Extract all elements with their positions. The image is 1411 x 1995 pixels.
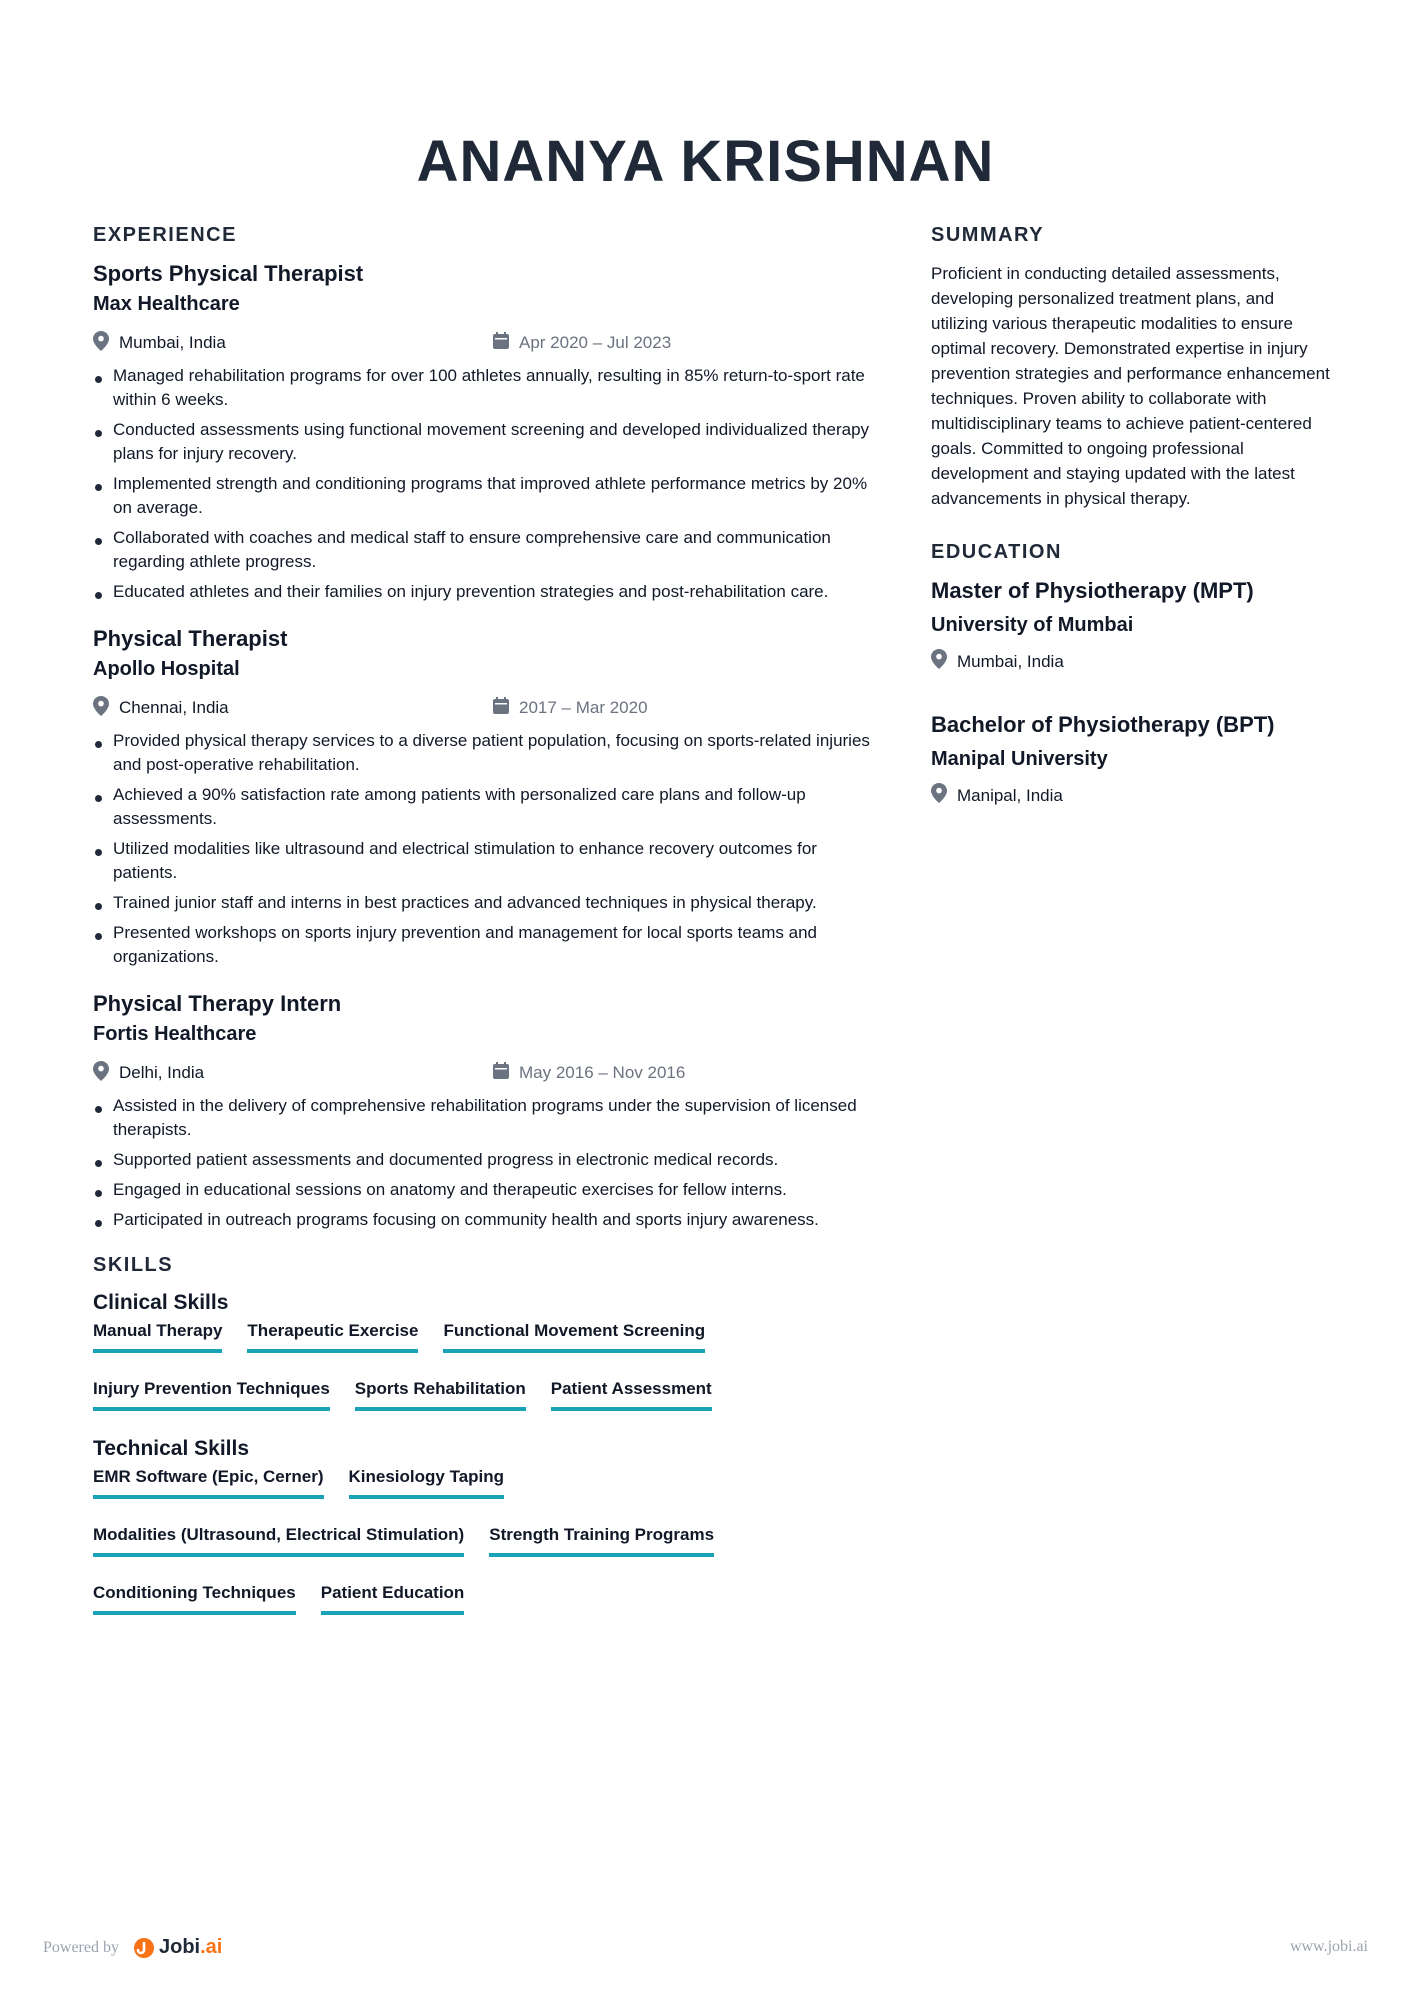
job-meta xyxy=(93,695,873,721)
job-bullet: Engaged in educational sessions on anatomy and therapeutic exercises for fellow interns. xyxy=(93,1178,873,1202)
skill-group xyxy=(93,1291,873,1423)
skill-tag: Patient Assessment xyxy=(551,1379,712,1411)
job-bullets xyxy=(93,729,873,969)
degree-title: Master of Physiotherapy (MPT) xyxy=(931,578,1254,603)
school-name: University of Mumbai xyxy=(931,614,1134,636)
skill-group-title: Clinical Skills xyxy=(93,1291,229,1314)
education-list xyxy=(931,578,1331,808)
skill-tag: Injury Prevention Techniques xyxy=(93,1379,330,1411)
experience-list xyxy=(93,261,873,1232)
calendar-icon xyxy=(493,697,509,719)
job-bullet: Trained junior staff and interns in best practices and advanced techniques in physical therapy. xyxy=(93,891,873,915)
job-bullet: Utilized modalities like ultrasound and electrical stimulation to enhance recovery outcomes for patients. xyxy=(93,837,873,885)
date-text: 2017 – Mar 2020 xyxy=(519,698,648,717)
school-name: Manipal University xyxy=(931,748,1108,770)
skill-tag: Functional Movement Screening xyxy=(443,1321,705,1353)
job-bullet: Conducted assessments using functional movement screening and developed individualized therapy plans for injury recovery. xyxy=(93,418,873,466)
company-name: Apollo Hospital xyxy=(93,658,240,680)
location-text: Chennai, India xyxy=(119,698,229,717)
job-bullet: Managed rehabilitation programs for over 100 athletes annually, resulting in 85% return-to-sport rate within 6 weeks. xyxy=(93,364,873,412)
skill-row xyxy=(93,1583,873,1627)
job-entry xyxy=(93,261,873,604)
skill-tag: Therapeutic Exercise xyxy=(247,1321,418,1353)
job-dates xyxy=(493,1062,685,1084)
degree-title: Bachelor of Physiotherapy (BPT) xyxy=(931,712,1275,737)
job-meta xyxy=(93,1060,873,1086)
skill-tag: Patient Education xyxy=(321,1583,465,1615)
location-text: Delhi, India xyxy=(119,1063,205,1082)
job-location xyxy=(93,331,493,356)
education-location xyxy=(931,783,1331,808)
job-bullet: Presented workshops on sports injury prevention and management for local sports teams and organizations. xyxy=(93,921,873,969)
job-entry xyxy=(93,626,873,969)
logo-main-text: Jobi xyxy=(158,1936,201,1958)
location-text: Mumbai, India xyxy=(119,333,226,352)
powered-by[interactable] xyxy=(43,1936,222,1959)
job-entry xyxy=(93,991,873,1232)
right-column xyxy=(931,224,1331,846)
company-name: Fortis Healthcare xyxy=(93,1023,257,1045)
skill-tag: EMR Software (Epic, Cerner) xyxy=(93,1467,324,1499)
job-bullets xyxy=(93,1094,873,1232)
job-bullet: Educated athletes and their families on injury prevention strategies and post-rehabilitation care. xyxy=(93,580,873,604)
skill-group-title: Technical Skills xyxy=(93,1437,250,1460)
skills-heading: SKILLS xyxy=(93,1254,174,1276)
job-title: Physical Therapist xyxy=(93,626,288,651)
jobi-logo[interactable] xyxy=(133,1936,222,1959)
skill-tag: Sports Rehabilitation xyxy=(355,1379,526,1411)
candidate-name: ANANYA KRISHNAN xyxy=(416,129,995,194)
job-bullet: Collaborated with coaches and medical staff to ensure comprehensive care and communication regarding athlete progress. xyxy=(93,526,873,574)
skill-row xyxy=(93,1525,873,1569)
job-bullets xyxy=(93,364,873,604)
job-title: Physical Therapy Intern xyxy=(93,991,342,1016)
footer-url[interactable]: www.jobi.ai xyxy=(1289,1938,1368,1955)
map-pin-icon xyxy=(93,331,109,356)
powered-by-label: Powered by xyxy=(43,1938,119,1956)
skill-tag: Manual Therapy xyxy=(93,1321,222,1353)
skill-group xyxy=(93,1437,873,1627)
job-location xyxy=(93,696,493,721)
map-pin-icon xyxy=(931,783,947,808)
education-entry xyxy=(931,712,1331,808)
job-dates xyxy=(493,332,671,354)
skill-row xyxy=(93,1379,873,1423)
location-text: Manipal, India xyxy=(957,785,1063,805)
experience-heading: EXPERIENCE xyxy=(93,224,237,246)
calendar-icon xyxy=(493,332,509,354)
summary-text: Proficient in conducting detailed assessments, developing personalized treatment plans, and utilizing various therapeutic modalities to ensure optimal recovery. Demonstrated expertise in injury prevention strategies and performance enhancement techniques. Proven ability to collaborate with multidisciplinary teams to achieve patient-centered goals. Committed to ongoing professional development and staying updated with the latest advancements in physical therapy. xyxy=(931,264,1330,508)
skill-tag: Strength Training Programs xyxy=(489,1525,714,1557)
job-bullet: Supported patient assessments and documented progress in electronic medical records. xyxy=(93,1148,873,1172)
job-bullet: Implemented strength and conditioning programs that improved athlete performance metrics by 20% on average. xyxy=(93,472,873,520)
skill-tag: Kinesiology Taping xyxy=(349,1467,505,1499)
jobi-logo-icon xyxy=(133,1937,155,1959)
job-dates xyxy=(493,697,648,719)
summary-heading: SUMMARY xyxy=(931,224,1045,246)
skills-section xyxy=(93,1254,873,1627)
education-heading: EDUCATION xyxy=(931,541,1062,563)
job-bullet: Participated in outreach programs focusing on community health and sports injury awareness. xyxy=(93,1208,873,1232)
skill-row xyxy=(93,1467,873,1511)
left-column xyxy=(93,224,873,1641)
map-pin-icon xyxy=(93,696,109,721)
date-text: May 2016 – Nov 2016 xyxy=(519,1063,686,1082)
location-text: Mumbai, India xyxy=(957,651,1064,671)
company-name: Max Healthcare xyxy=(93,293,240,315)
job-meta xyxy=(93,330,873,356)
job-bullet: Assisted in the delivery of comprehensive rehabilitation programs under the supervision of licensed therapists. xyxy=(93,1094,873,1142)
map-pin-icon xyxy=(93,1061,109,1086)
date-text: Apr 2020 – Jul 2023 xyxy=(519,333,672,352)
map-pin-icon xyxy=(931,649,947,674)
job-bullet: Achieved a 90% satisfaction rate among patients with personalized care plans and follow-up assessments. xyxy=(93,783,873,831)
calendar-icon xyxy=(493,1062,509,1084)
job-location xyxy=(93,1061,493,1086)
skill-row xyxy=(93,1321,873,1365)
education-entry xyxy=(931,578,1331,674)
skill-groups xyxy=(93,1291,873,1627)
logo-suffix-text: .ai xyxy=(200,1936,223,1958)
education-location xyxy=(931,649,1331,674)
skill-tag: Modalities (Ultrasound, Electrical Stimulation) xyxy=(93,1525,464,1557)
job-bullet: Provided physical therapy services to a diverse patient population, focusing on sports-related injuries and post-operative rehabilitation. xyxy=(93,729,873,777)
job-title: Sports Physical Therapist xyxy=(93,261,364,286)
skill-tag: Conditioning Techniques xyxy=(93,1583,296,1615)
